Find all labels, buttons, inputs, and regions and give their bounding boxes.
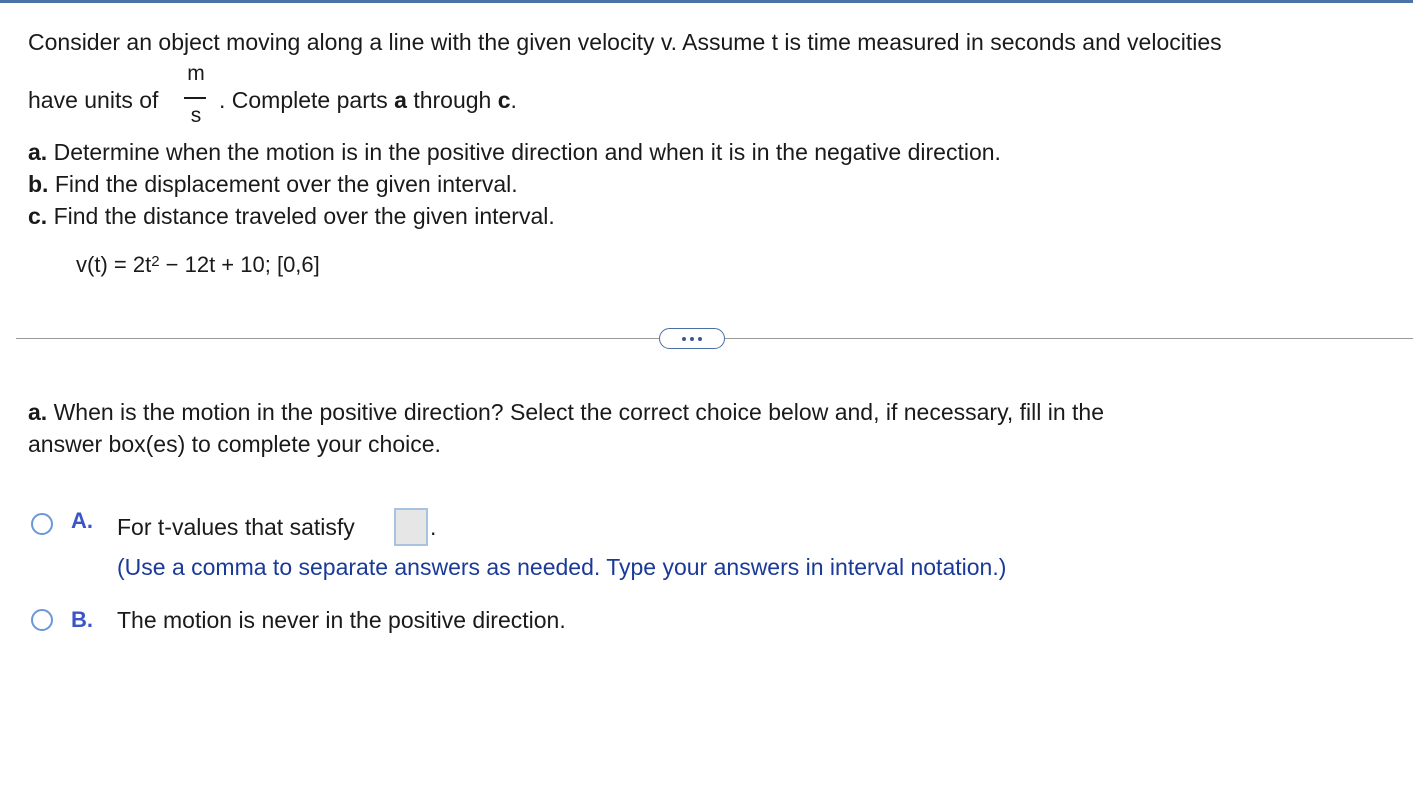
option-b-radio[interactable] — [31, 609, 53, 631]
dot-icon — [698, 337, 702, 341]
velocity-formula — [76, 251, 320, 279]
dot-icon — [682, 337, 686, 341]
question-line-2-suffix — [219, 86, 517, 114]
option-a-letter[interactable]: A. — [71, 508, 93, 533]
part-b-label: b. — [28, 171, 49, 197]
bold-c: c — [497, 87, 511, 113]
part-b-instruction — [28, 170, 518, 198]
units-denominator: s — [190, 104, 202, 127]
part-b-text: Find the displacement over the given interval. — [48, 171, 518, 197]
option-b-letter[interactable]: B. — [71, 607, 93, 632]
option-b-text: The motion is never in the positive direction. — [117, 607, 566, 633]
question-line-1: Consider an object moving along a line with the given velocity v. Assume t is time measured in seconds and velocities — [28, 29, 1222, 55]
part-c-text: Find the distance traveled over the given interval. — [47, 203, 555, 229]
subquestion-line-1 — [28, 398, 1104, 426]
formula-exponent: 2 — [151, 253, 160, 270]
answer-input-box[interactable] — [394, 508, 428, 546]
subquestion-text: When is the motion in the positive direction? Select the correct choice below and, if necessary, fill in the — [47, 399, 1105, 425]
question-line-2-prefix: have units of — [28, 87, 159, 113]
subquestion-label: a. — [28, 399, 48, 425]
fraction-bar — [184, 97, 206, 99]
dot-icon — [690, 337, 694, 341]
suffix-text: . Complete parts — [219, 87, 395, 113]
units-fraction — [181, 62, 211, 132]
through-text: through — [406, 87, 498, 113]
part-a-instruction — [28, 138, 1001, 166]
end-period: . — [510, 87, 517, 113]
part-a-label: a. — [28, 139, 48, 165]
option-a-period: . — [430, 514, 437, 540]
subquestion-line-2: answer box(es) to complete your choice. — [28, 431, 441, 457]
bold-a: a — [394, 87, 407, 113]
top-accent-bar — [0, 0, 1413, 3]
units-numerator: m — [187, 62, 205, 85]
option-a-radio[interactable] — [31, 513, 53, 535]
option-a-text: For t-values that satisfy — [117, 514, 355, 540]
part-c-instruction — [28, 202, 555, 230]
formula-suffix: − 12t + 10; [0,6] — [159, 252, 320, 277]
formula-prefix: v(t) = 2t — [76, 252, 152, 277]
option-a-hint: (Use a comma to separate answers as needed. Type your answers in interval notation.) — [117, 554, 1007, 580]
more-options-button[interactable] — [659, 328, 725, 349]
part-c-label: c. — [28, 203, 48, 229]
part-a-text: Determine when the motion is in the positive direction and when it is in the negative direction. — [47, 139, 1001, 165]
